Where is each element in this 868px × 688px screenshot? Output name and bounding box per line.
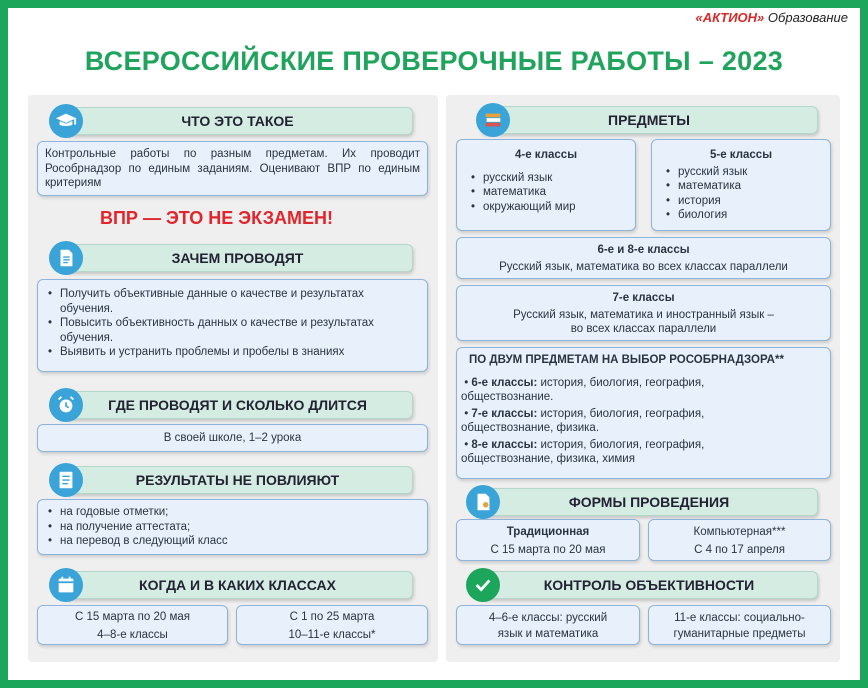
computer-document-icon [466, 485, 500, 519]
graduation-cap-icon [49, 104, 83, 138]
what-box: Контрольные работы по разным предметам. Их проводит Рособрнадзор по единым заданиям. Оценивают ВПР по единым критериям [37, 141, 428, 196]
grade5-box: 5-е классы • русский язык • математика • история • биология [651, 139, 831, 231]
list-item: • история [666, 194, 816, 209]
list-item: • математика [471, 185, 621, 200]
where-box: В своей школе, 1–2 урока [37, 424, 428, 452]
grade7-box: 7-е классы Русский язык, математика и иностранный язык – во всех классах параллели [456, 285, 831, 341]
header-when: КОГДА И В КАКИХ КЛАССАХ [62, 571, 413, 599]
list-item: • биология [666, 208, 816, 223]
results-box [37, 499, 428, 555]
check-icon [466, 568, 500, 602]
when-box-a: С 15 марта по 20 мая 4–8-е классы [37, 605, 228, 645]
header-control: КОНТРОЛЬ ОБЪЕКТИВНОСТИ [480, 571, 818, 599]
header-forms: ФОРМЫ ПРОВЕДЕНИЯ [480, 488, 818, 516]
header-why: ЗАЧЕМ ПРОВОДЯТ [62, 244, 413, 272]
header-results: РЕЗУЛЬТАТЫ НЕ ПОВЛИЯЮТ [62, 466, 413, 494]
checklist-icon [49, 463, 83, 497]
list-item: • русский язык [471, 171, 621, 186]
list-item: • окружающий мир [471, 200, 621, 215]
list-item: • Повысить объективность данных о качестве и результатах обучения. [48, 316, 417, 345]
list-item: • Выявить и устранить проблемы и пробелы в знаниях [48, 345, 417, 360]
list-item: • математика [666, 179, 816, 194]
forms-box-a: Традиционная С 15 марта по 20 мая [456, 519, 640, 561]
books-icon [476, 103, 510, 137]
control-box-a: 4–6-е классы: русский язык и математика [456, 605, 640, 645]
brand-logo: «АКТИОН» Образование [695, 10, 848, 25]
alarm-clock-icon [49, 388, 83, 422]
header-what: ЧТО ЭТО ТАКОЕ [62, 107, 413, 135]
list-item: • Получить объективные данные о качестве и результатах обучения. [48, 287, 417, 316]
list-item: • русский язык [666, 165, 816, 180]
document-icon [49, 241, 83, 275]
list-item: • на перевод в следующий класс [48, 534, 417, 549]
why-box [37, 279, 428, 372]
control-box-b: 11-е классы: социально- гуманитарные предметы [648, 605, 831, 645]
page-title: ВСЕРОССИЙСКИЕ ПРОВЕРОЧНЫЕ РАБОТЫ – 2023 [84, 46, 784, 76]
header-where: ГДЕ ПРОВОДЯТ И СКОЛЬКО ДЛИТСЯ [62, 391, 413, 419]
list-item: • на получение аттестата; [48, 520, 417, 535]
not-exam-text: ВПР — ЭТО НЕ ЭКЗАМЕН! [100, 208, 334, 228]
calendar-icon [49, 568, 83, 602]
grade68-box: 6-е и 8-е классы Русский язык, математика во всех классах параллели [456, 237, 831, 279]
list-item: • на годовые отметки; [48, 505, 417, 520]
forms-box-b: Компьютерная*** С 4 по 17 апреля [648, 519, 831, 561]
when-box-b: С 1 по 25 марта 10–11-е классы* [236, 605, 428, 645]
choice-box: ПО ДВУМ ПРЕДМЕТАМ НА ВЫБОР РОСОБРНАДЗОРА** • 6-е классы: история, биология, география, обществознание. • 7-е классы: история, биология, география, обществознание, физика. • 8-е классы: история, биология, география, обществознание, физика, химия [456, 347, 831, 479]
grade4-box: 4-е классы • русский язык • математика • окружающий мир [456, 139, 636, 231]
header-subjects: ПРЕДМЕТЫ [480, 106, 818, 134]
